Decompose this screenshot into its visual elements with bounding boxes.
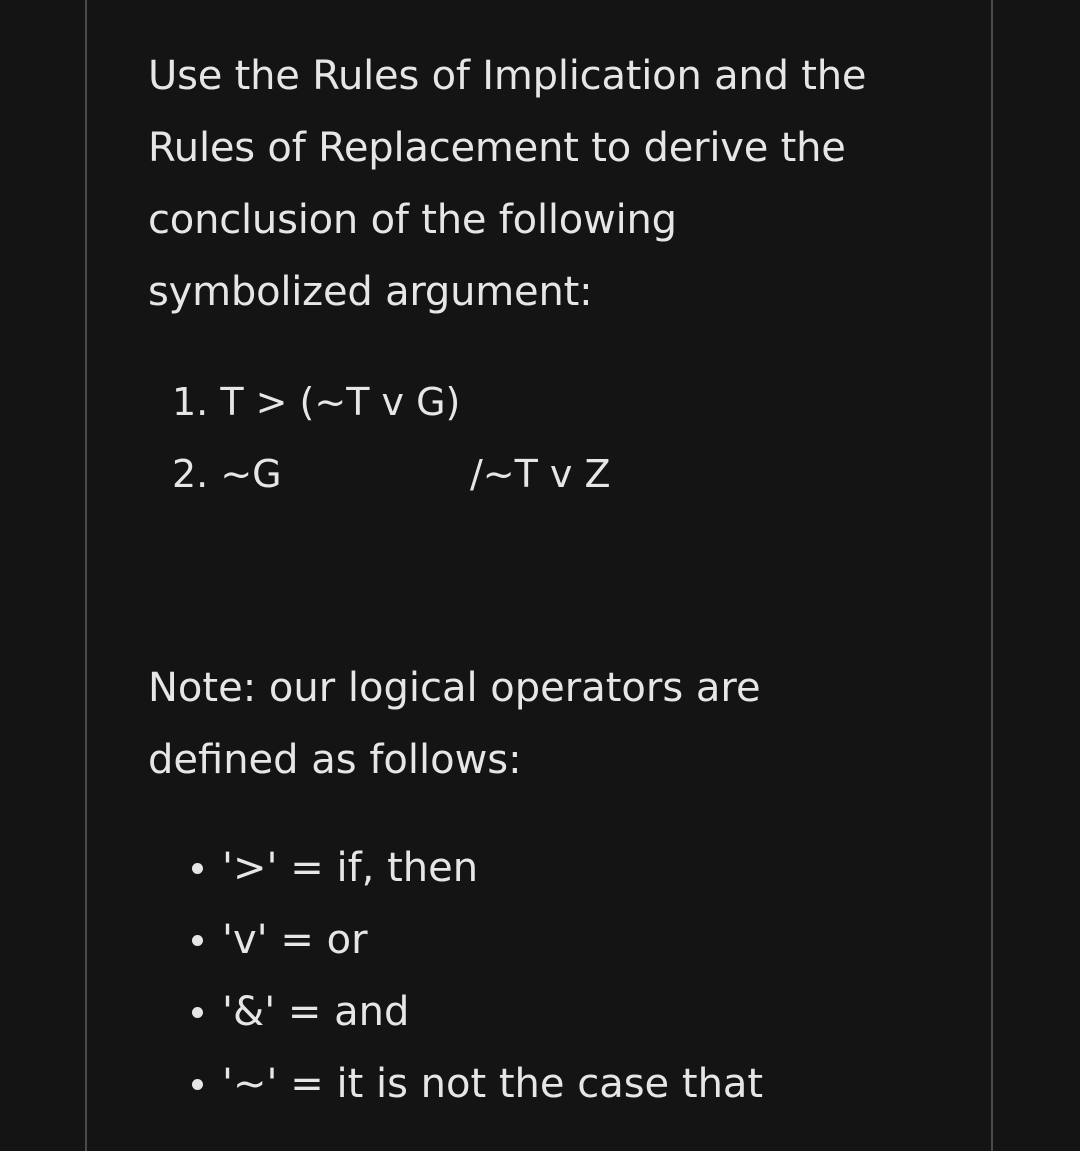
bullet-icon: [192, 863, 203, 874]
question-line: Rules of Replacement to derive the: [148, 125, 846, 171]
operator-definition: '>' = if, then: [222, 845, 479, 891]
question-line: conclusion of the following: [148, 197, 677, 243]
premise-text: 2. ~G: [172, 452, 282, 496]
question-line: Use the Rules of Implication and the: [148, 53, 867, 99]
operator-item: [182, 904, 763, 976]
bullet-icon: [192, 1007, 203, 1018]
question-line: symbolized argument:: [148, 269, 593, 315]
conclusion-text: /~T v Z: [470, 452, 611, 496]
bullet-icon: [192, 1079, 203, 1090]
bullet-icon: [192, 935, 203, 946]
operator-definition: '~' = it is not the case that: [222, 1061, 764, 1107]
operator-definition: '&' = and: [222, 989, 410, 1035]
question-text: [148, 40, 948, 328]
operator-item: [182, 832, 763, 904]
note-text: [148, 652, 948, 796]
operator-definition: 'v' = or: [222, 917, 368, 963]
premise-text: 1. T > (~T v G): [172, 380, 461, 424]
operator-list: [182, 832, 763, 1120]
operator-item: [182, 1048, 763, 1120]
operator-item: [182, 976, 763, 1048]
note-line: defined as follows:: [148, 737, 522, 783]
note-line: Note: our logical operators are: [148, 665, 761, 711]
